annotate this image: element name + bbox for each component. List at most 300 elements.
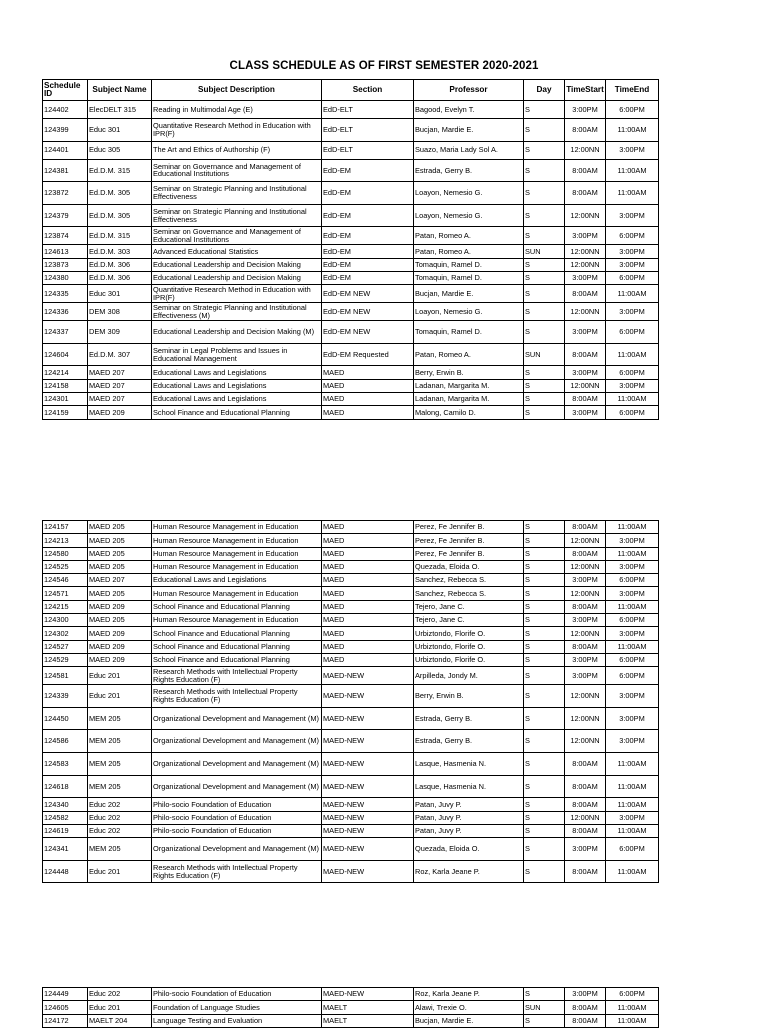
subject-name-cell: MAED 207 [88,574,152,587]
table-row [43,730,659,753]
schedule-id-cell: 124529 [43,653,88,666]
time-start-cell: 3:00PM [565,366,606,379]
day-cell: S [524,667,565,685]
subject-name-cell: Educ 301 [88,285,152,303]
table-row [43,182,659,205]
section-cell: MAED [322,600,414,613]
professor-cell: Patan, Juvy P. [414,824,524,837]
schedule-id-cell: 124448 [43,860,88,883]
section-cell: MAELT [322,1001,414,1014]
table-row [43,521,659,534]
header-professor: Professor [414,80,524,101]
subject-description-cell: Language Testing and Evaluation [152,1014,322,1027]
schedule-id-cell: 124158 [43,379,88,392]
table-row [43,1001,659,1014]
subject-description-cell: Organizational Development and Management (M) [152,775,322,798]
time-end-cell: 6:00PM [606,406,659,419]
subject-description-cell: Human Resource Management in Education [152,521,322,534]
time-start-cell: 8:00AM [565,860,606,883]
subject-name-cell: Ed.D.M. 306 [88,271,152,284]
subject-description-cell: Educational Leadership and Decision Making [152,271,322,284]
schedule-id-cell: 124604 [43,343,88,366]
day-cell: S [524,600,565,613]
subject-description-cell: Human Resource Management in Education [152,587,322,600]
time-start-cell: 12:00NN [565,730,606,753]
professor-cell: Suazo, Maria Lady Sol A. [414,141,524,159]
time-end-cell: 3:00PM [606,141,659,159]
schedule-id-cell: 124583 [43,753,88,776]
professor-cell: Ladanan, Margarita M. [414,379,524,392]
table-row [43,707,659,730]
schedule-id-cell: 124302 [43,627,88,640]
time-start-cell: 12:00NN [565,534,606,547]
time-start-cell: 3:00PM [565,227,606,245]
time-end-cell: 6:00PM [606,574,659,587]
day-cell: S [524,640,565,653]
subject-name-cell: Ed.D.M. 305 [88,204,152,227]
time-start-cell: 12:00NN [565,379,606,392]
header-schedule-id: Schedule ID [43,80,88,101]
subject-description-cell: Organizational Development and Management (M) [152,730,322,753]
section-cell: MAED [322,587,414,600]
time-end-cell: 11:00AM [606,547,659,560]
subject-description-cell: Philo-socio Foundation of Education [152,798,322,811]
subject-description-cell: Philo-socio Foundation of Education [152,988,322,1001]
schedule-id-cell: 124527 [43,640,88,653]
section-cell: EdD-EM Requested [322,343,414,366]
schedule-id-cell: 124336 [43,303,88,321]
professor-cell: Patan, Juvy P. [414,811,524,824]
subject-name-cell: Ed.D.M. 315 [88,227,152,245]
schedule-id-cell: 124380 [43,271,88,284]
time-start-cell: 3:00PM [565,406,606,419]
schedule-id-cell: 124580 [43,547,88,560]
schedule-id-cell: 124157 [43,521,88,534]
day-cell: S [524,119,565,142]
subject-name-cell: Ed.D.M. 306 [88,258,152,271]
time-end-cell: 3:00PM [606,379,659,392]
schedule-id-cell: 124582 [43,811,88,824]
table-row [43,141,659,159]
subject-name-cell: MAED 209 [88,653,152,666]
section-cell: EdD-ELT [322,101,414,119]
section-cell: MAED-NEW [322,798,414,811]
section-cell: MAED-NEW [322,988,414,1001]
subject-description-cell: School Finance and Educational Planning [152,653,322,666]
time-start-cell: 3:00PM [565,271,606,284]
table-row [43,101,659,119]
section-cell: EdD-EM NEW [322,303,414,321]
subject-description-cell: Organizational Development and Management (M) [152,707,322,730]
subject-description-cell: Human Resource Management in Education [152,547,322,560]
subject-description-cell: School Finance and Educational Planning [152,627,322,640]
table-row [43,753,659,776]
professor-cell: Patan, Romeo A. [414,227,524,245]
day-cell: S [524,303,565,321]
subject-name-cell: MAED 205 [88,521,152,534]
subject-name-cell: ElecDELT 315 [88,101,152,119]
professor-cell: Malong, Camilo D. [414,406,524,419]
professor-cell: Sanchez, Rebecca S. [414,587,524,600]
day-cell: S [524,574,565,587]
time-end-cell: 3:00PM [606,627,659,640]
day-cell: S [524,1014,565,1027]
subject-description-cell: Quantitative Research Method in Education with IPR(F) [152,285,322,303]
professor-cell: Perez, Fe Jennifer B. [414,521,524,534]
time-end-cell: 3:00PM [606,685,659,708]
section-cell: MAED-NEW [322,775,414,798]
time-start-cell: 12:00NN [565,258,606,271]
day-cell: S [524,560,565,573]
schedule-id-cell: 124619 [43,824,88,837]
time-end-cell: 11:00AM [606,285,659,303]
schedule-id-cell: 124213 [43,534,88,547]
section-cell: EdD-EM [322,159,414,182]
table-row [43,343,659,366]
subject-description-cell: Foundation of Language Studies [152,1001,322,1014]
section-cell: MAED [322,653,414,666]
schedule-id-cell: 124571 [43,587,88,600]
section-cell: MAED [322,366,414,379]
subject-description-cell: Educational Laws and Legislations [152,574,322,587]
subject-description-cell: Educational Laws and Legislations [152,393,322,406]
section-cell: EdD-ELT [322,119,414,142]
schedule-id-cell: 124450 [43,707,88,730]
table-row [43,627,659,640]
schedule-id-cell: 124618 [43,775,88,798]
day-cell: S [524,811,565,824]
header-time-start: TimeStart [565,80,606,101]
table-row [43,285,659,303]
day-cell: S [524,182,565,205]
section-cell: MAED-NEW [322,685,414,708]
subject-description-cell: Seminar on Governance and Management of Educational Institutions [152,227,322,245]
time-end-cell: 11:00AM [606,521,659,534]
section-cell: EdD-EM [322,227,414,245]
subject-description-cell: Philo-socio Foundation of Education [152,824,322,837]
section-cell: EdD-EM NEW [322,321,414,344]
table-row [43,838,659,861]
subject-description-cell: Educational Leadership and Decision Making [152,258,322,271]
time-start-cell: 8:00AM [565,640,606,653]
professor-cell: Berry, Erwin B. [414,366,524,379]
subject-name-cell: Educ 201 [88,1001,152,1014]
table-row [43,159,659,182]
subject-name-cell: Educ 202 [88,988,152,1001]
section-cell: MAED [322,640,414,653]
professor-cell: Roz, Karla Jeane P. [414,988,524,1001]
table-row [43,393,659,406]
section-cell: EdD-ELT [322,141,414,159]
subject-description-cell: Quantitative Research Method in Education with IPR(F) [152,119,322,142]
table-row [43,574,659,587]
table-row [43,366,659,379]
table-row [43,204,659,227]
professor-cell: Patan, Juvy P. [414,798,524,811]
time-start-cell: 12:00NN [565,560,606,573]
time-end-cell: 11:00AM [606,775,659,798]
subject-name-cell: DEM 308 [88,303,152,321]
professor-cell: Lasque, Hasmenia N. [414,775,524,798]
time-start-cell: 3:00PM [565,988,606,1001]
section-cell: MAELT [322,1014,414,1027]
section-cell: MAED [322,574,414,587]
professor-cell: Patan, Romeo A. [414,343,524,366]
section-cell: MAED-NEW [322,860,414,883]
section-cell: MAED [322,521,414,534]
schedule-id-cell: 124399 [43,119,88,142]
professor-cell: Quezada, Eloida O. [414,838,524,861]
section-cell: MAED-NEW [322,707,414,730]
time-end-cell: 11:00AM [606,182,659,205]
table-row [43,534,659,547]
subject-name-cell: MEM 205 [88,775,152,798]
time-end-cell: 11:00AM [606,640,659,653]
professor-cell: Tejero, Jane C. [414,614,524,627]
schedule-id-cell: 124613 [43,245,88,258]
schedule-id-cell: 124379 [43,204,88,227]
section-cell: MAED [322,406,414,419]
time-end-cell: 3:00PM [606,245,659,258]
professor-cell: Loayon, Nemesio G. [414,182,524,205]
day-cell: S [524,101,565,119]
section-cell: MAED-NEW [322,730,414,753]
header-section: Section [322,80,414,101]
subject-description-cell: School Finance and Educational Planning [152,640,322,653]
section-cell: MAED [322,614,414,627]
section-cell: MAED [322,547,414,560]
day-cell: S [524,321,565,344]
subject-name-cell: DEM 309 [88,321,152,344]
subject-description-cell: Organizational Development and Management (M) [152,753,322,776]
time-start-cell: 3:00PM [565,574,606,587]
schedule-id-cell: 124546 [43,574,88,587]
subject-description-cell: Philo-socio Foundation of Education [152,811,322,824]
subject-name-cell: Ed.D.M. 315 [88,159,152,182]
time-start-cell: 8:00AM [565,798,606,811]
subject-description-cell: Organizational Development and Management (M) [152,838,322,861]
table-row [43,379,659,392]
subject-name-cell: Educ 305 [88,141,152,159]
table-row [43,303,659,321]
schedule-id-cell: 124172 [43,1014,88,1027]
day-cell: S [524,614,565,627]
section-cell: MAED-NEW [322,824,414,837]
schedule-id-cell: 124341 [43,838,88,861]
subject-name-cell: MAED 207 [88,393,152,406]
time-end-cell: 11:00AM [606,393,659,406]
subject-name-cell: MAED 205 [88,587,152,600]
section-cell: EdD-EM [322,258,414,271]
professor-cell: Lasque, Hasmenia N. [414,753,524,776]
time-start-cell: 3:00PM [565,838,606,861]
professor-cell: Roz, Karla Jeane P. [414,860,524,883]
day-cell: S [524,838,565,861]
time-end-cell: 3:00PM [606,811,659,824]
professor-cell: Bucjan, Mardie E. [414,285,524,303]
schedule-id-cell: 124301 [43,393,88,406]
time-start-cell: 3:00PM [565,667,606,685]
subject-description-cell: Seminar on Strategic Planning and Institutional Effectiveness [152,204,322,227]
time-start-cell: 3:00PM [565,101,606,119]
time-end-cell: 3:00PM [606,707,659,730]
time-end-cell: 6:00PM [606,988,659,1001]
section-cell: EdD-EM [322,271,414,284]
professor-cell: Bucjan, Mardie E. [414,1014,524,1027]
professor-cell: Tomaquin, Ramel D. [414,321,524,344]
subject-name-cell: MAED 205 [88,614,152,627]
professor-cell: Estrada, Gerry B. [414,159,524,182]
day-cell: SUN [524,343,565,366]
time-end-cell: 6:00PM [606,667,659,685]
day-cell: S [524,271,565,284]
subject-name-cell: MAED 209 [88,406,152,419]
subject-name-cell: MAED 209 [88,640,152,653]
header-time-end: TimeEnd [606,80,659,101]
time-start-cell: 12:00NN [565,303,606,321]
time-end-cell: 11:00AM [606,119,659,142]
section-cell: MAED [322,627,414,640]
table-row [43,824,659,837]
time-end-cell: 6:00PM [606,653,659,666]
table-row [43,775,659,798]
professor-cell: Perez, Fe Jennifer B. [414,534,524,547]
table-row [43,227,659,245]
subject-name-cell: MEM 205 [88,730,152,753]
header-day: Day [524,80,565,101]
professor-cell: Estrada, Gerry B. [414,707,524,730]
section-cell: MAED [322,379,414,392]
schedule-id-cell: 124381 [43,159,88,182]
day-cell: S [524,406,565,419]
time-start-cell: 12:00NN [565,685,606,708]
time-start-cell: 8:00AM [565,343,606,366]
time-start-cell: 12:00NN [565,587,606,600]
time-start-cell: 12:00NN [565,811,606,824]
professor-cell: Ladanan, Margarita M. [414,393,524,406]
schedule-id-cell: 123873 [43,258,88,271]
subject-name-cell: Educ 202 [88,811,152,824]
schedule-id-cell: 124335 [43,285,88,303]
time-start-cell: 8:00AM [565,285,606,303]
schedule-id-cell: 124340 [43,798,88,811]
subject-description-cell: Human Resource Management in Education [152,560,322,573]
time-end-cell: 11:00AM [606,600,659,613]
subject-name-cell: MAED 205 [88,534,152,547]
table-row [43,860,659,883]
time-end-cell: 6:00PM [606,838,659,861]
subject-name-cell: MAED 209 [88,627,152,640]
section-cell: MAED-NEW [322,838,414,861]
professor-cell: Urbiztondo, Florife O. [414,627,524,640]
time-end-cell: 6:00PM [606,614,659,627]
professor-cell: Bucjan, Mardie E. [414,119,524,142]
time-end-cell: 3:00PM [606,730,659,753]
table-row [43,119,659,142]
time-start-cell: 8:00AM [565,547,606,560]
subject-description-cell: School Finance and Educational Planning [152,600,322,613]
subject-name-cell: Ed.D.M. 305 [88,182,152,205]
table-row [43,685,659,708]
table-row [43,988,659,1001]
time-end-cell: 3:00PM [606,587,659,600]
professor-cell: Loayon, Nemesio G. [414,204,524,227]
time-start-cell: 8:00AM [565,393,606,406]
subject-description-cell: Research Methods with Intellectual Property Rights Education (F) [152,860,322,883]
professor-cell: Tomaquin, Ramel D. [414,258,524,271]
subject-name-cell: Educ 202 [88,798,152,811]
time-end-cell: 6:00PM [606,227,659,245]
day-cell: S [524,204,565,227]
table-row [43,406,659,419]
day-cell: S [524,627,565,640]
schedule-id-cell: 124605 [43,1001,88,1014]
page-title: CLASS SCHEDULE AS OF FIRST SEMESTER 2020-2021 [229,60,539,72]
time-start-cell: 8:00AM [565,1001,606,1014]
section-cell: EdD-EM [322,182,414,205]
table-row [43,587,659,600]
subject-name-cell: Educ 202 [88,824,152,837]
schedule-id-cell: 124215 [43,600,88,613]
time-end-cell: 11:00AM [606,860,659,883]
time-end-cell: 3:00PM [606,560,659,573]
subject-name-cell: Ed.D.M. 303 [88,245,152,258]
header-subject-description: Subject Description [152,80,322,101]
schedule-table-1 [42,79,659,420]
day-cell: S [524,521,565,534]
subject-name-cell: MAELT 204 [88,1014,152,1027]
time-start-cell: 12:00NN [565,707,606,730]
time-start-cell: 8:00AM [565,753,606,776]
day-cell: S [524,730,565,753]
subject-description-cell: Reading in Multimodal Age (E) [152,101,322,119]
section-cell: EdD-EM NEW [322,285,414,303]
time-start-cell: 8:00AM [565,824,606,837]
professor-cell: Quezada, Eloida O. [414,560,524,573]
subject-name-cell: Educ 201 [88,667,152,685]
day-cell: S [524,988,565,1001]
day-cell: S [524,753,565,776]
subject-description-cell: Human Resource Management in Education [152,614,322,627]
time-end-cell: 11:00AM [606,1001,659,1014]
time-end-cell: 11:00AM [606,824,659,837]
subject-name-cell: MAED 207 [88,366,152,379]
time-end-cell: 11:00AM [606,159,659,182]
time-end-cell: 11:00AM [606,798,659,811]
subject-description-cell: Research Methods with Intellectual Property Rights Education (F) [152,667,322,685]
professor-cell: Tomaquin, Ramel D. [414,271,524,284]
day-cell: S [524,285,565,303]
time-end-cell: 3:00PM [606,204,659,227]
schedule-table-3 [42,987,659,1028]
professor-cell: Tejero, Jane C. [414,600,524,613]
subject-name-cell: MEM 205 [88,838,152,861]
time-end-cell: 6:00PM [606,101,659,119]
time-start-cell: 8:00AM [565,182,606,205]
subject-description-cell: Advanced Educational Statistics [152,245,322,258]
table-row [43,667,659,685]
day-cell: S [524,141,565,159]
day-cell: S [524,775,565,798]
schedule-id-cell: 124159 [43,406,88,419]
subject-description-cell: Seminar on Governance and Management of Educational Institutions [152,159,322,182]
table-row [43,600,659,613]
schedule-id-cell: 124525 [43,560,88,573]
day-cell: SUN [524,245,565,258]
table-row [43,271,659,284]
day-cell: S [524,587,565,600]
subject-name-cell: Educ 301 [88,119,152,142]
